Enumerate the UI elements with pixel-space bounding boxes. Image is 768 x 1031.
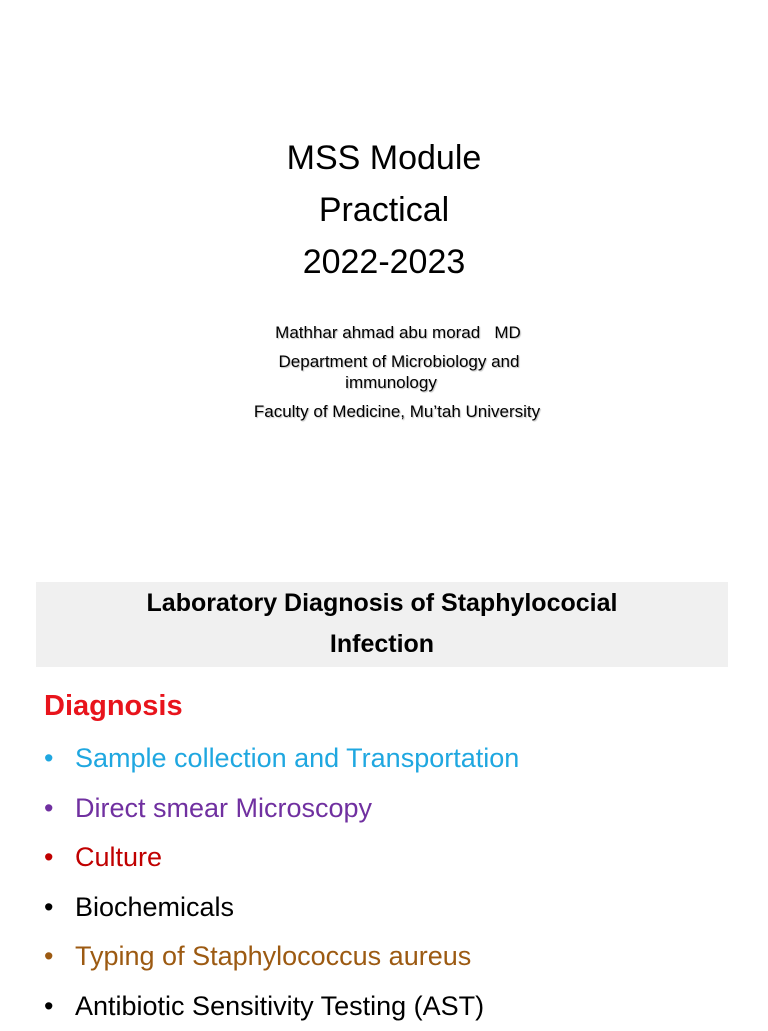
bullet-text-direct-smear: Direct smear Microscopy: [75, 784, 372, 834]
author-department-cont: immunology: [0, 368, 768, 397]
header-line-2: Infection: [36, 624, 728, 665]
diagnosis-slide: [0, 560, 768, 1024]
bullet-text-culture: Culture: [75, 833, 162, 883]
bullet-text-typing: Typing of Staphylococcus aureus: [75, 932, 471, 982]
list-item: [44, 784, 519, 834]
diagnosis-heading: Diagnosis: [44, 684, 183, 728]
slide-header-band: [36, 582, 728, 667]
header-line-1: Laboratory Diagnosis of Staphylococial: [36, 583, 728, 624]
list-item: [44, 734, 519, 784]
bullet-icon: •: [44, 932, 75, 982]
bullet-icon: •: [44, 784, 75, 834]
list-item: [44, 932, 519, 982]
title-line-module: MSS Module: [0, 132, 768, 184]
author-department: Department of Microbiology and: [0, 347, 768, 376]
author-name: Mathhar ahmad abu morad MD: [0, 318, 768, 347]
diagnosis-bullet-list: [44, 734, 519, 1031]
author-faculty: Faculty of Medicine, Mu’tah University: [0, 397, 768, 426]
bullet-text-ast: Antibiotic Sensitivity Testing (AST): [75, 982, 484, 1031]
title-line-year: 2022-2023: [0, 236, 768, 288]
bullet-icon: •: [44, 833, 75, 883]
bullet-icon: •: [44, 982, 75, 1031]
title-line-practical: Practical: [0, 184, 768, 236]
author-info: [0, 318, 768, 426]
list-item: [44, 883, 519, 933]
bullet-text-biochemicals: Biochemicals: [75, 883, 234, 933]
bullet-icon: •: [44, 734, 75, 784]
bullet-text-sample-collection: Sample collection and Transportation: [75, 734, 519, 784]
list-item: [44, 833, 519, 883]
slide-title: [0, 132, 768, 288]
bullet-icon: •: [44, 883, 75, 933]
